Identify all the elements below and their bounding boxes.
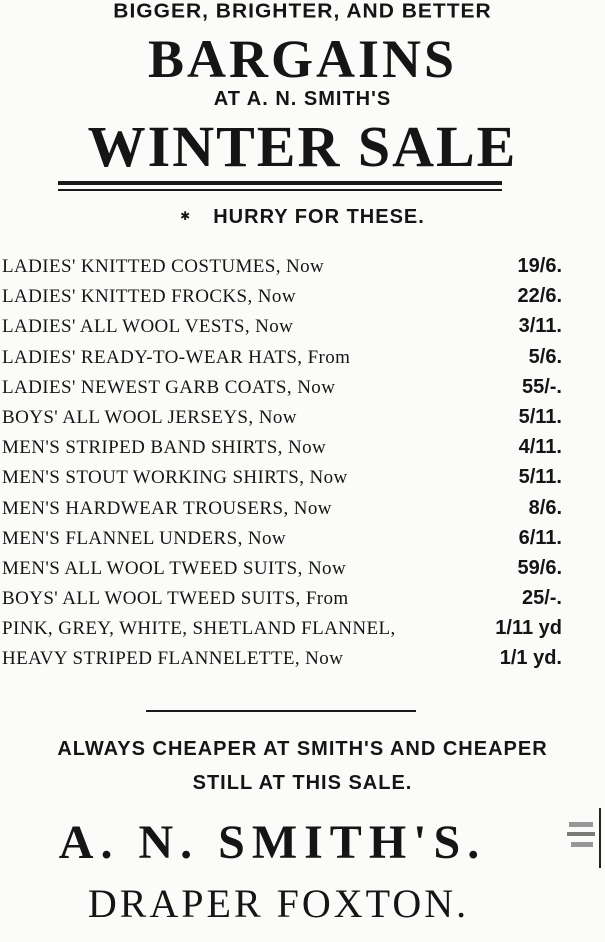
tagline: BIGGER, BRIGHTER, AND BETTER [113,0,492,23]
slogan-line-2: STILL AT THIS SALE. [192,772,413,794]
list-item [2,316,602,346]
store-location: DRAPER FOXTON. [87,881,470,926]
item-price: 1/11 yd [495,617,562,640]
item-name: MEN'S HARDWEAR TROUSERS, Now [2,497,332,519]
item-price: 25/-. [521,587,562,610]
item-name: MEN'S STOUT WORKING SHIRTS, Now [2,467,348,489]
list-item [2,588,602,618]
print-smudge [563,808,603,868]
item-price: 19/6. [517,255,562,277]
item-price: 1/1 yd. [499,647,562,670]
list-item [2,528,602,558]
item-name: BOYS' ALL WOOL JERSEYS, Now [2,406,297,428]
item-name: MEN'S STRIPED BAND SHIRTS, Now [2,437,327,459]
heavy-rule [58,181,502,185]
thin-rule [58,189,502,191]
hurry-text: HURRY FOR THESE. [213,206,425,228]
list-item [2,377,602,407]
item-price: 8/6. [528,496,562,519]
list-item [2,467,602,497]
item-price: 55/-. [521,375,562,398]
list-item [2,648,602,678]
headline-bargains: BARGAINS [147,29,458,89]
item-price: 3/11. [518,315,562,338]
item-price: 5/11. [518,466,562,489]
hurry-heading [0,206,605,229]
item-name: MEN'S FLANNEL UNDERS, Now [2,527,287,549]
item-price: 5/11. [518,405,562,428]
star-bullet-icon: ✱ [180,209,192,223]
store-name: A. N. SMITH'S. [58,816,487,869]
store-line: AT A. N. SMITH'S [213,88,392,110]
list-item [2,437,602,467]
list-item [2,407,602,437]
item-name: PINK, GREY, WHITE, SHETLAND FLANNEL, [2,618,396,640]
list-item [2,618,602,648]
list-item [2,498,602,528]
list-item [2,256,602,286]
item-name: LADIES' NEWEST GARB COATS, Now [2,376,336,398]
headline-winter-sale: WINTER SALE [87,114,518,179]
item-name: HEAVY STRIPED FLANNELETTE, Now [2,648,344,670]
item-name: LADIES' KNITTED FROCKS, Now [2,286,296,308]
item-name: LADIES' KNITTED COSTUMES, Now [2,256,325,277]
item-name: LADIES' ALL WOOL VESTS, Now [2,316,294,338]
item-price: 5/6. [528,345,562,368]
list-item [2,347,602,377]
item-name: MEN'S ALL WOOL TWEED SUITS, Now [2,557,347,579]
item-price: 22/6. [517,285,562,308]
divider [146,710,416,712]
price-list [2,256,602,679]
item-name: LADIES' READY-TO-WEAR HATS, From [2,346,351,368]
list-item [2,286,602,316]
item-price: 6/11. [518,526,562,549]
list-item [2,558,602,588]
item-name: BOYS' ALL WOOL TWEED SUITS, From [2,588,349,610]
item-price: 59/6. [517,556,562,579]
slogan-line-1: ALWAYS CHEAPER AT SMITH'S AND CHEAPER [57,738,548,760]
item-price: 4/11. [518,436,562,459]
